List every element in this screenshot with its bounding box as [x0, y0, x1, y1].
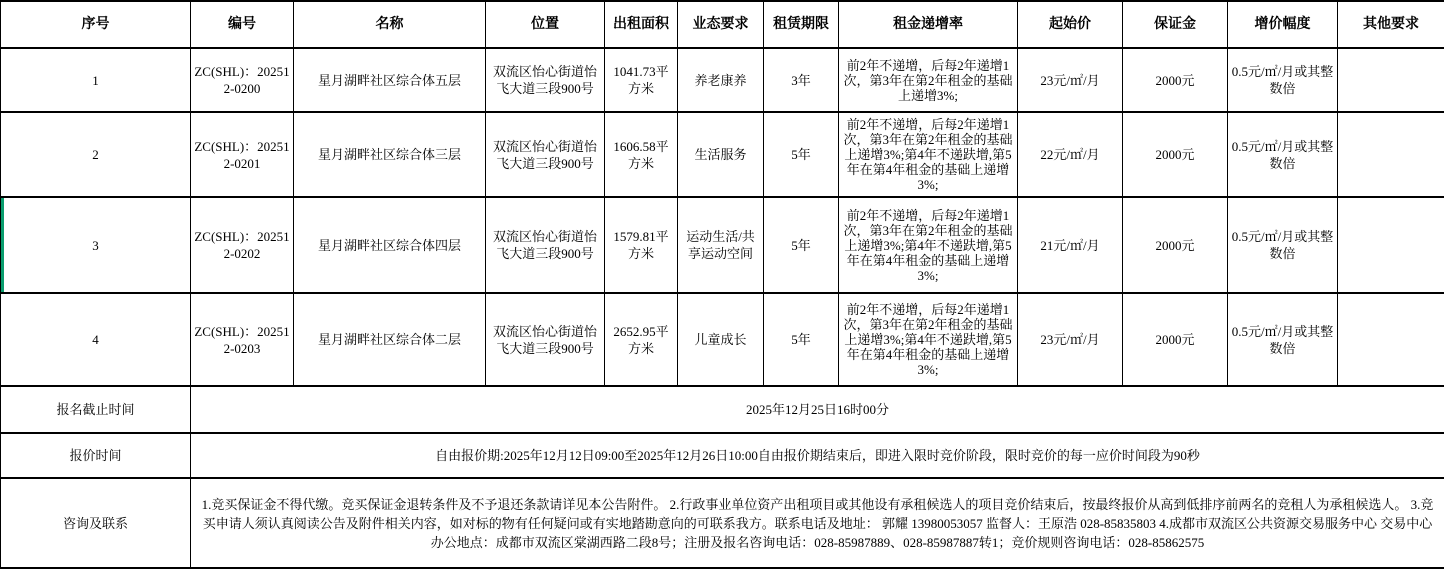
header-row [1, 1, 1444, 48]
footer-row-contact-info [1, 478, 1444, 568]
cell-location: 双流区怡心街道怡飞大道三段900号 [486, 293, 605, 386]
cell-location: 双流区怡心街道怡飞大道三段900号 [486, 112, 605, 197]
cell-location: 双流区怡心街道怡飞大道三段900号 [486, 197, 605, 293]
cell-starting-price: 21元/㎡/月 [1018, 197, 1123, 293]
contact-info-label: 咨询及联系 [1, 478, 191, 568]
header-lease-term: 租赁期限 [764, 1, 839, 48]
table-row [1, 197, 1444, 293]
cell-starting-price: 22元/㎡/月 [1018, 112, 1123, 197]
cell-price-increment: 0.5元/㎡/月或其整数倍 [1228, 48, 1338, 112]
header-rent-increase-rate: 租金递增率 [839, 1, 1018, 48]
cell-business-type: 运动生活/共享运动空间 [678, 197, 764, 293]
cell-other-requirements [1338, 293, 1444, 386]
cell-rental-area: 1041.73平方米 [605, 48, 678, 112]
footer-row-bidding-time [1, 433, 1444, 478]
cell-lease-term: 5年 [764, 112, 839, 197]
header-serial-no: 序号 [1, 1, 191, 48]
cell-name: 星月湖畔社区综合体四层 [294, 197, 486, 293]
header-rental-area: 出租面积 [605, 1, 678, 48]
cell-business-type: 儿童成长 [678, 293, 764, 386]
header-other-requirements: 其他要求 [1338, 1, 1444, 48]
cell-deposit: 2000元 [1123, 112, 1228, 197]
cell-lease-term: 5年 [764, 197, 839, 293]
cell-name: 星月湖畔社区综合体三层 [294, 112, 486, 197]
cell-code: ZC(SHL)：202512-0200 [191, 48, 294, 112]
header-code: 编号 [191, 1, 294, 48]
cell-code: ZC(SHL)：202512-0201 [191, 112, 294, 197]
cell-starting-price: 23元/㎡/月 [1018, 293, 1123, 386]
cell-deposit: 2000元 [1123, 48, 1228, 112]
table-row [1, 112, 1444, 197]
cell-name: 星月湖畔社区综合体二层 [294, 293, 486, 386]
cell-code: ZC(SHL)：202512-0203 [191, 293, 294, 386]
header-price-increment: 增价幅度 [1228, 1, 1338, 48]
cell-serial-no: 2 [1, 112, 191, 197]
cell-price-increment: 0.5元/㎡/月或其整数倍 [1228, 197, 1338, 293]
header-name: 名称 [294, 1, 486, 48]
cell-other-requirements [1338, 197, 1444, 293]
cell-rent-increase-rate: 前2年不递增，后每2年递增1次，第3年在第2年租金的基础上递增3%; [839, 48, 1018, 112]
cell-rental-area: 1579.81平方米 [605, 197, 678, 293]
header-deposit: 保证金 [1123, 1, 1228, 48]
cell-lease-term: 3年 [764, 48, 839, 112]
bidding-time-value: 自由报价期:2025年12月12日09:00至2025年12月26日10:00自由报价期结束后，即进入限时竞价阶段，限时竞价的每一应价时间段为90秒 [191, 433, 1444, 478]
contact-info-value: 1.竞买保证金不得代缴。竞买保证金退转条件及不予退还条款请详见本公告附件。 2.行政事业单位资产出租项目或其他设有承租候选人的项目竞价结束后，按最终报价从高到低排序前两名的竞租人为承租候选人。 3.竞买申请人须认真阅读公告及附件相关内容，如对标的物有任何疑问或有实地踏勘意向的可联系我方。联系电话及地址： 郭耀 13980053057 监督人：王原浩 028-85835803 4.成都市双流区公共资源交易服务中心 交易中心办公地点：成都市双流区棠湖西路二段8号；注册及报名咨询电话：028-85987889、028-85987887转1；竞价规则咨询电话：028-85862575 [191, 478, 1444, 568]
footer-row-registration-deadline [1, 386, 1444, 433]
cell-rent-increase-rate: 前2年不递增，后每2年递增1次，第3年在第2年租金的基础上递增3%;第4年不递趺增,第5年在第4年租金的基础上递增3%; [839, 197, 1018, 293]
cell-rent-increase-rate: 前2年不递增，后每2年递增1次，第3年在第2年租金的基础上递增3%;第4年不递趺增,第5年在第4年租金的基础上递增3%; [839, 293, 1018, 386]
cell-rental-area: 1606.58平方米 [605, 112, 678, 197]
header-location: 位置 [486, 1, 605, 48]
cell-lease-term: 5年 [764, 293, 839, 386]
cell-serial-no: 1 [1, 48, 191, 112]
cell-location: 双流区怡心街道怡飞大道三段900号 [486, 48, 605, 112]
cell-deposit: 2000元 [1123, 293, 1228, 386]
registration-deadline-value: 2025年12月25日16时00分 [191, 386, 1444, 433]
registration-deadline-label: 报名截止时间 [1, 386, 191, 433]
header-starting-price: 起始价 [1018, 1, 1123, 48]
cell-code: ZC(SHL)：202512-0202 [191, 197, 294, 293]
header-business-type: 业态要求 [678, 1, 764, 48]
cell-serial-no-selected[interactable]: 3 [1, 197, 191, 293]
cell-other-requirements [1338, 112, 1444, 197]
bidding-time-label: 报价时间 [1, 433, 191, 478]
cell-serial-no: 4 [1, 293, 191, 386]
cell-starting-price: 23元/㎡/月 [1018, 48, 1123, 112]
cell-price-increment: 0.5元/㎡/月或其整数倍 [1228, 112, 1338, 197]
table-row [1, 48, 1444, 112]
cell-other-requirements [1338, 48, 1444, 112]
cell-business-type: 养老康养 [678, 48, 764, 112]
cell-name: 星月湖畔社区综合体五层 [294, 48, 486, 112]
cell-business-type: 生活服务 [678, 112, 764, 197]
cell-deposit: 2000元 [1123, 197, 1228, 293]
cell-rent-increase-rate: 前2年不递增，后每2年递增1次，第3年在第2年租金的基础上递增3%;第4年不递趺增,第5年在第4年租金的基础上递增3%; [839, 112, 1018, 197]
table-row [1, 293, 1444, 386]
cell-price-increment: 0.5元/㎡/月或其整数倍 [1228, 293, 1338, 386]
cell-rental-area: 2652.95平方米 [605, 293, 678, 386]
